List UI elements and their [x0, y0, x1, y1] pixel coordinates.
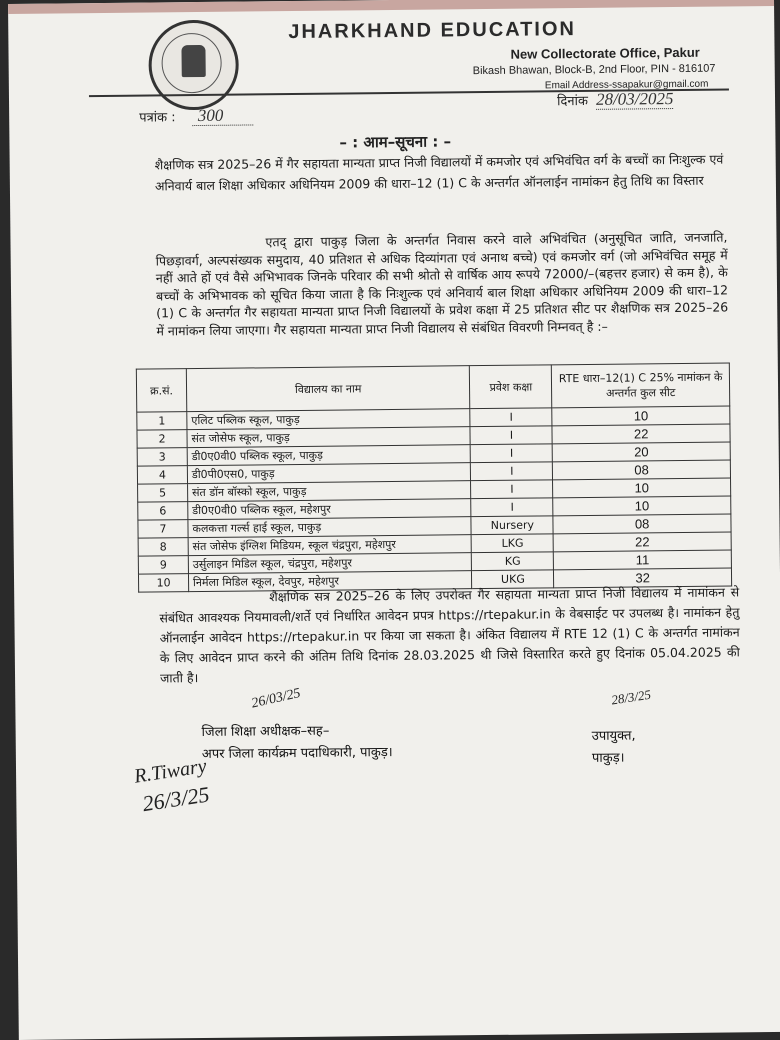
cell-school-name: डी0ए0वी0 पब्लिक स्कूल, महेशपुर: [188, 499, 472, 520]
office-name: New Collectorate Office, Pakur: [510, 44, 700, 62]
letter-date-value: 28/03/2025: [595, 89, 674, 109]
cell-serial: 6: [138, 502, 188, 521]
cell-entry-class: I: [470, 426, 552, 445]
col-entry-class: प्रवेश कक्षा: [470, 365, 552, 409]
letter-date: [557, 89, 674, 110]
notice-paragraph-2: शैक्षणिक सत्र 2025–26 के लिए उपरोक्त गैर सहायता मान्यता प्राप्त निजी विद्यालय में नामांकन से संबंधित आवश्यक नियमावली/शर्ते एवं निर्धारित आवेदन प्रपत्र https://rtepakur.in के वेबसाईट पर उपलब्ध है। नामांकन हेतु ऑनलाईन आवेदन https://rtepakur.in पर किया जा सकता है। अंकित विद्यालय में RTE 12 (1) C के अन्तर्गत नामांकन के लिए आवेदन प्राप्त करने की अंतिम तिथि दिनांक 28.03.2025 थी जिसे विस्तारित करते हुए दिनांक 05.04.2025 की जाती है।: [159, 584, 740, 686]
emblem-icon: [181, 45, 205, 77]
letter-number: [139, 105, 253, 126]
signatory-right-1: उपायुक्त,: [591, 728, 636, 744]
office-email: Email Address-ssapakur@gmail.com: [544, 78, 709, 92]
notice-subject: शैक्षणिक सत्र 2025–26 में गैर सहायता मान्यता प्राप्त निजी विद्यालयों में कमजोर एवं अभिवंचित वर्ग के बच्चों का निःशुल्क एवं अनिवार्य बाल शिक्षा अधिकार अधिनियम 2009 की धारा–12 (1) C के अन्तर्गत ऑनलाईन नामांकन हेतु तिथि का विस्तार: [154, 151, 724, 194]
cell-entry-class: LKG: [471, 534, 553, 553]
cell-entry-class: Nursery: [471, 516, 553, 535]
handwritten-initial-date-right: 28/3/25: [610, 686, 652, 708]
cell-serial: 9: [138, 556, 188, 575]
cell-serial: 4: [137, 466, 187, 485]
signatory-designation-1: जिला शिक्षा अधीक्षक–सह–: [201, 723, 330, 741]
organization-name: JHARKHAND EDUCATION: [288, 18, 577, 44]
cell-school-name: संत जोसेफ स्कूल, पाकुड़: [187, 427, 471, 448]
cell-seats: 20: [552, 442, 730, 462]
cell-school-name: निर्मला मिडिल स्कूल, देवपुर, महेशपुर: [188, 571, 472, 592]
cell-seats: 22: [552, 424, 730, 444]
cell-seats: 08: [553, 514, 731, 534]
notice-paragraph-1: एतद् द्वारा पाकुड़ जिला के अन्तर्गत निवास करने वाले अभिवंचित (अनुसूचित जाति, जनजाति, पिछड़ावर्ग, अल्पसंख्यक समुदाय, 40 प्रतिशत से अधिक दिव्यांगता एवं अनाथ बच्चे) एवं कमजोर वर्ग (जो अभिवंचित समूह में नहीं आते हों एवं वैसे अभिभावक जिनके परिवार की सभी श्रोतो से वार्षिक आय रूपये 72000/–(बहत्तर हजार) से कम है), के बच्चों के अभिभावक को सूचित किया जाता है कि निःशुल्क एवं अनिवार्य बाल शिक्षा अधिकार अधिनियम 2009 की धारा–12 (1) C के अन्तर्गत गैर सहायता मान्यता प्राप्त निजी विद्यालयों के प्रवेश कक्षा में 25 प्रतिशत सीट पर शैक्षणिक सत्र 2025–26 में नामांकन लिया जाएगा। गैर सहायता मान्यता प्राप्त निजी विद्यालय से संबंधित विवरणी निम्नवत् है :–: [155, 229, 729, 338]
cell-serial: 1: [137, 412, 187, 431]
letter-date-label: दिनांक: [556, 93, 588, 110]
cell-seats: 10: [552, 406, 730, 426]
cell-school-name: संत जोसेफ इंग्लिश मिडियम, स्कूल चंद्रपुरा, महेशपुर: [188, 535, 472, 556]
cell-entry-class: UKG: [472, 570, 554, 589]
cell-school-name: डी0ए0वी0 पब्लिक स्कूल, पाकुड़: [187, 445, 471, 466]
cell-serial: 3: [137, 448, 187, 467]
cell-school-name: डी0पी0एस0, पाकुड़: [187, 463, 471, 484]
cell-school-name: एलिट पब्लिक स्कूल, पाकुड़: [187, 409, 471, 430]
signature-block-right: [592, 725, 636, 769]
table-header-row: [136, 363, 729, 412]
col-serial: क्र.सं.: [136, 369, 186, 413]
signature-block-left: [202, 720, 393, 766]
letter-number-value: 300: [192, 105, 254, 126]
cell-serial: 2: [137, 430, 187, 449]
notice-page: [8, 0, 780, 1040]
notice-heading: – : आम–सूचना : –: [339, 132, 452, 152]
cell-entry-class: I: [471, 444, 553, 463]
handwritten-date: 26/3/25: [140, 781, 211, 817]
signatory-designation-2: अपर जिला कार्यक्रम पदाधिकारी, पाकुड़।: [201, 745, 393, 763]
top-strip: [8, 0, 774, 14]
cell-school-name: उर्सुलाइन मिडिल स्कूल, चंद्रपुरा, महेशपुर: [188, 553, 472, 574]
cell-seats: 11: [554, 550, 732, 570]
cell-serial: 10: [138, 574, 188, 593]
letter-number-label: पत्रांक :: [139, 110, 176, 126]
cell-seats: 10: [553, 496, 731, 516]
cell-seats: 08: [553, 460, 731, 480]
handwritten-initial-date: 26/03/25: [250, 685, 303, 712]
cell-school-name: संत डॉन बॉस्को स्कूल, पाकुड़: [187, 481, 471, 502]
col-school-name: विद्यालय का नाम: [186, 366, 470, 412]
office-address: Bikash Bhawan, Block-B, 2nd Floor, PIN - 816107: [472, 62, 716, 78]
cell-serial: 7: [138, 520, 188, 539]
cell-entry-class: I: [471, 480, 553, 499]
school-seat-table: [136, 362, 732, 592]
official-seal-icon: [148, 20, 239, 111]
cell-seats: 22: [553, 532, 731, 552]
cell-entry-class: I: [471, 498, 553, 517]
cell-entry-class: I: [470, 408, 552, 427]
cell-serial: 5: [138, 484, 188, 503]
cell-entry-class: I: [471, 462, 553, 481]
col-rte-seats: RTE धारा–12(1) C 25% नामांकन के अन्तर्गत कुल सीट: [552, 363, 730, 408]
cell-school-name: कलकत्ता गर्ल्स हाई स्कूल, पाकुड़: [188, 517, 472, 538]
cell-entry-class: KG: [472, 552, 554, 571]
signatory-right-2: पाकुड़।: [591, 750, 625, 766]
cell-seats: 32: [554, 568, 732, 588]
cell-serial: 8: [138, 538, 188, 557]
cell-seats: 10: [553, 478, 731, 498]
handwritten-name: R.Tiwary: [132, 755, 209, 788]
